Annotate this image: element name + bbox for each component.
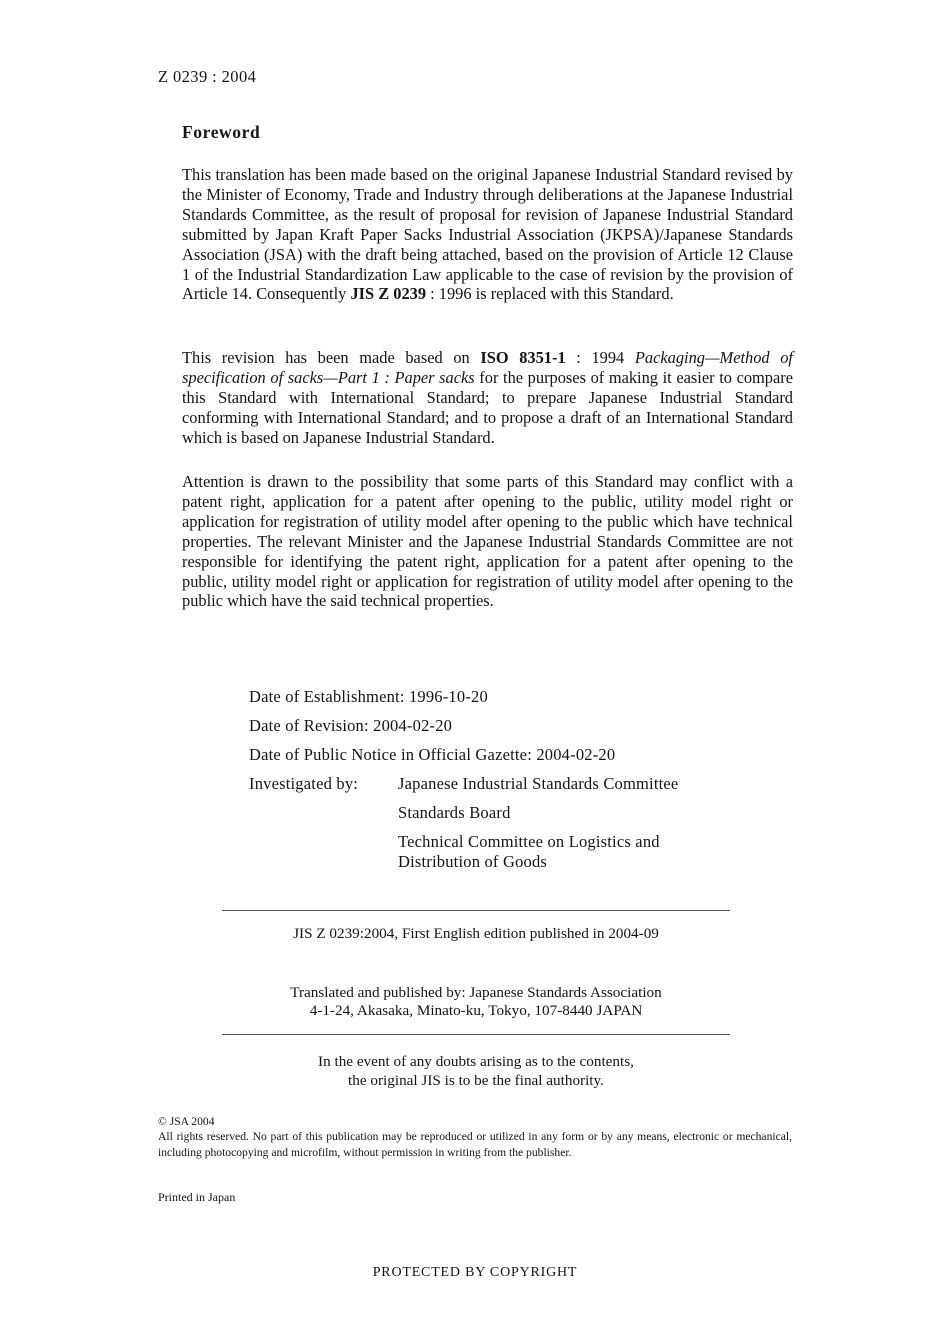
investigated-by-list xyxy=(398,774,678,872)
date-of-public-notice: Date of Public Notice in Official Gazette: 2004-02-20 xyxy=(249,745,616,764)
paragraph-text: This revision has been made based on xyxy=(182,348,481,367)
printed-in: Printed in Japan xyxy=(158,1190,236,1204)
rights-notice: All rights reserved. No part of this publication may be reproduced or utilized in any form or by any means, electronic or mechanical, including photocopying and microfilm, without permission in writing from the publisher. xyxy=(158,1130,792,1159)
investigator-line: Japanese Industrial Standards Committee xyxy=(398,774,679,793)
publisher-line: Translated and published by: Japanese Standards Association xyxy=(290,984,662,1001)
paragraph-text: for the purposes of making it easier to compare this Standard with International Standard; to prepare Japanese Industrial Standard conforming with International Standard; and to propose a draft of an International Standard which is based on Japanese Industrial Standard. xyxy=(182,367,793,447)
date-of-revision: Date of Revision: 2004-02-20 xyxy=(249,716,453,735)
foreword-paragraph-2 xyxy=(182,348,793,448)
publisher-block xyxy=(222,984,730,1020)
copyright-block xyxy=(158,1114,792,1160)
standard-number: Z 0239 : 2004 xyxy=(158,67,257,86)
divider-line xyxy=(222,910,730,911)
investigator-line: Technical Committee on Logistics and xyxy=(398,832,660,851)
paragraph-text: : 1994 xyxy=(565,348,635,367)
foreword-paragraph-3: Attention is drawn to the possibility that some parts of this Standard may conflict with a patent right, application for a patent after opening to the public, utility model right or application for registration of utility model after opening to the public which have technical properties. The relevant Minister and the Japanese Industrial Standards Committee are not responsible for identifying the patent right, application for a patent after opening to the public, utility model right or application for registration of utility model after opening to the public which have the said technical properties. xyxy=(182,472,793,611)
divider-line xyxy=(222,1034,730,1035)
authority-line: the original JIS is to be the final authority. xyxy=(348,1072,604,1089)
investigator-line: Distribution of Goods xyxy=(398,852,548,871)
authority-line: In the event of any doubts arising as to the contents, xyxy=(318,1053,634,1070)
publisher-address: 4-1-24, Akasaka, Minato-ku, Tokyo, 107-8440 JAPAN xyxy=(309,1002,643,1019)
protected-footer: PROTECTED BY COPYRIGHT xyxy=(372,1265,578,1280)
authority-note xyxy=(222,1052,730,1090)
foreword-title: Foreword xyxy=(182,122,261,142)
iso-title: Packaging—Method of specification of sacks—Part 1 : Paper sacks xyxy=(182,348,793,387)
investigated-by-label: Investigated by: xyxy=(249,774,359,793)
paragraph-text: This translation has been made based on the original Japanese Industrial Standard revised by the Minister of Economy, Trade and Industry through deliberations at the Japanese Industrial Standards Committee, as the result of proposal for revision of Japanese Industrial Standard submitted by Japan Kraft Paper Sacks Industrial Association (JKPSA)/Japanese Standards Association (JSA) with the draft being attached, based on the provision of Article 12 Clause 1 of the Industrial Standardization Law applicable to the case of revision by the provision of Article 14. Consequently xyxy=(182,165,793,304)
paragraph-text: : 1996 is replaced with this Standard. xyxy=(426,284,674,304)
investigator-line: Standards Board xyxy=(398,803,511,822)
date-of-establishment: Date of Establishment: 1996-10-20 xyxy=(249,687,488,706)
iso-reference: ISO 8351-1 xyxy=(480,348,566,367)
copyright-line: © JSA 2004 xyxy=(158,1115,215,1128)
standard-reference: JIS Z 0239 xyxy=(350,284,427,304)
foreword-paragraph-1 xyxy=(182,165,793,304)
edition-note: JIS Z 0239:2004, First English edition published in 2004-09 xyxy=(293,925,659,942)
